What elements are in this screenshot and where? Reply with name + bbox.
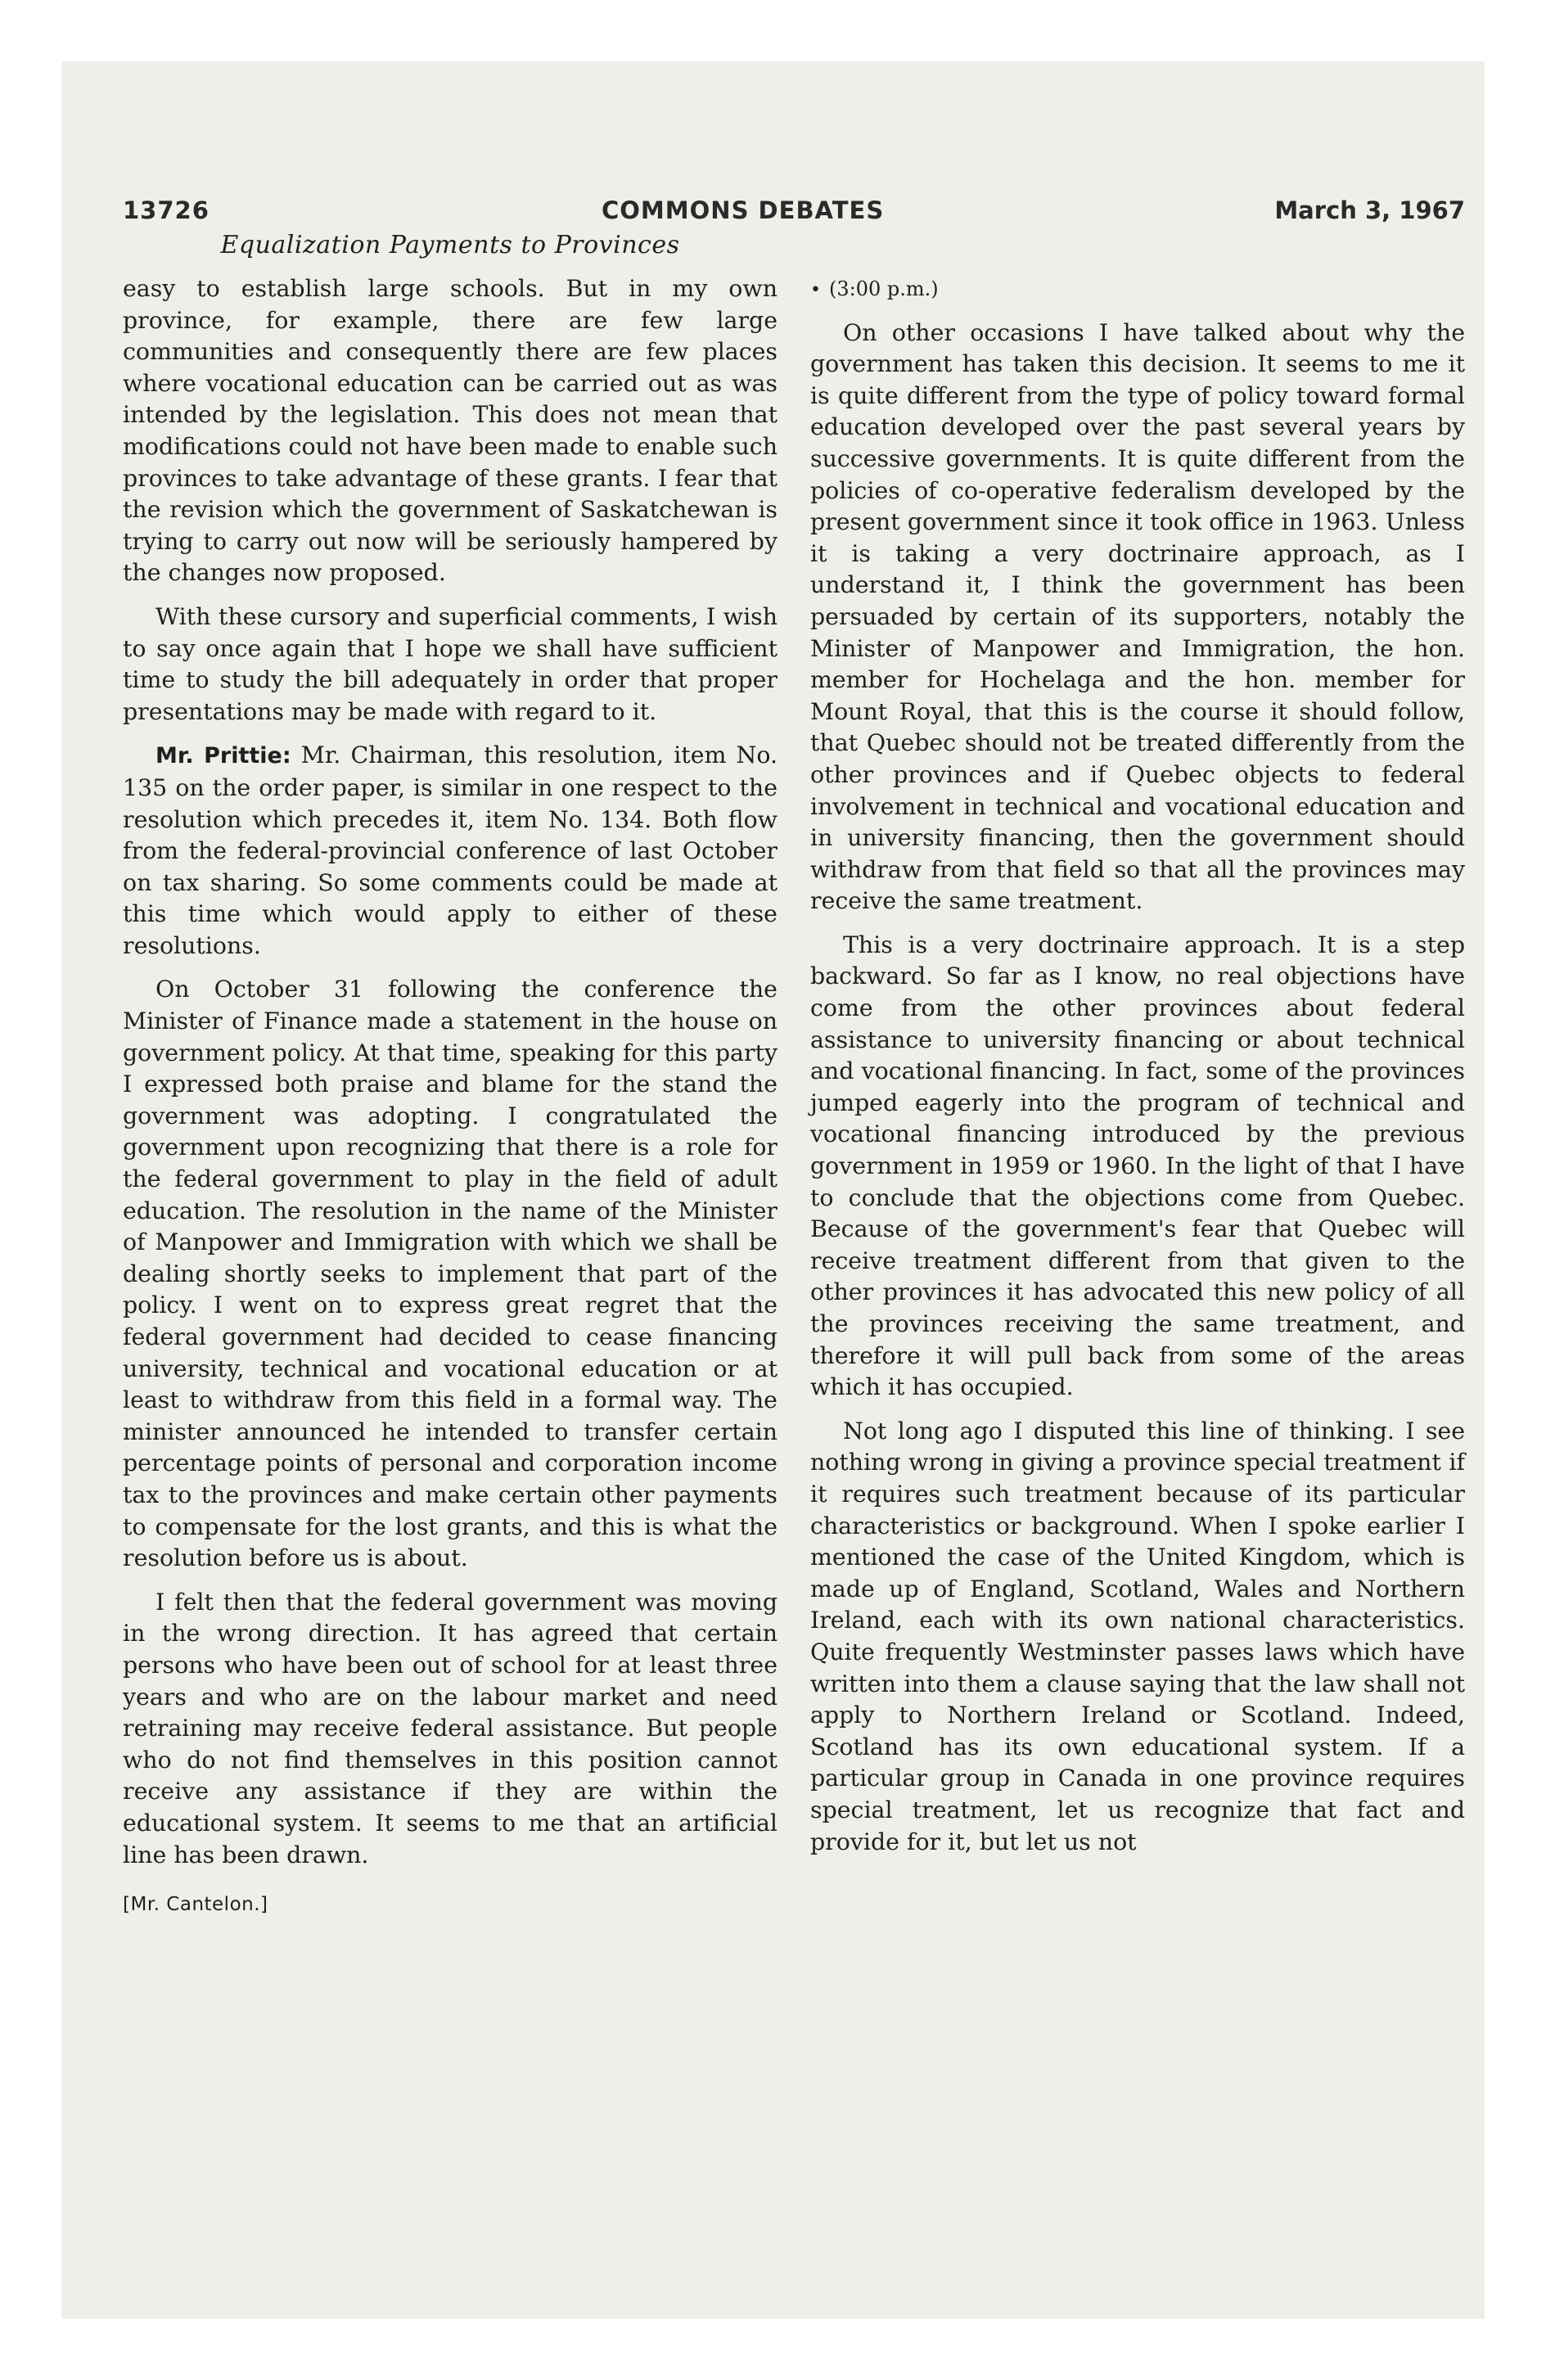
left-column [123,273,778,1921]
paragraph: easy to establish large schools. But in my own province, for example, there are few large communities and consequently there are few places where vocational education can be carried out as was intended by the legislation. This does not mean that modifications could not have been made to enable such provinces to take advantage of these grants. I fear that the revision which the government of Saskatchewan is trying to carry out now will be seriously hampered by the changes now proposed. [123,275,778,587]
document-page [123,196,1465,1916]
paragraph: I felt then that the federal government was moving in the wrong direction. It has agreed that certain persons who have been out of school for at least three years and who are on the labour market and need retraining may receive federal assistance. But people who do not find themselves in this position cannot receive any assistance if they are within the educational system. It seems to me that an artificial line has been drawn. [123,1588,778,1868]
footer-speaker-note: [Mr. Cantelon.] [123,1894,268,1916]
paragraph: This is a very doctrinaire approach. It is a step backward. So far as I know, no real objections have come from the other provinces about federal assistance to university financing or about technical and vocational financing. In fact, some of the provinces jumped eagerly into the program of technical and vocational financing introduced by the previous government in 1959 or 1960. In the light of that I have to conclude that the objections come from Quebec. Because of the government's fear that Quebec will receive treatment different from that given to the other provinces it has advocated this new policy of all the provinces receiving the same treatment, and therefore it will pull back from some of the areas which it has occupied. [810,931,1465,1401]
timestamp [810,273,1465,307]
paragraph: With these cursory and superficial comments, I wish to say once again that I hope we shall have sufficient time to study the bill adequately in order that proper presentations may be made with regard to it. [123,602,778,725]
paragraph [123,740,778,962]
paragraph: On October 31 following the conference the Minister of Finance made a statement in the house on government policy. At that time, speaking for this party I expressed both praise and blame for the stand the government was adopting. I congratulated the government upon recognizing that there is a role for the federal government to play in the field of adult education. The resolution in the name of the Minister of Manpower and Immigration with which we shall be dealing shortly seeks to implement that part of the policy. I went on to express great regret that the federal government had decided to cease financing university, technical and vocational education or at least to withdraw from this field in a formal way. The minister announced he intended to transfer certain percentage points of personal and corporation income tax to the provinces and make certain other payments to compensate for the lost grants, and this is what the resolution before us is about. [123,976,778,1572]
speech-text: Mr. Chairman, this resolution, item No. 135 on the order paper, is similar in one respect to the resolution which precedes it, item No. 134. Both flow from the federal-provincial conference of last October on tax sharing. So some comments could be made at this time which would apply to either of these resolutions. [123,741,778,959]
paragraph: On other occasions I have talked about why the government has taken this decision. It seems to me it is quite different from the type of policy toward formal education developed over the past several years by successive governments. It is quite different from the policies of co-operative federalism developed by the present government since it took office in 1963. Unless it is taking a very doctrinaire approach, as I understand it, I think the government has been persuaded by certain of its supporters, notably the Minister of Manpower and Immigration, the hon. member for Hochelaga and the hon. member for Mount Royal, that this is the course it should follow, that Quebec should not be treated differently from the other provinces and if Quebec objects to federal involvement in technical and vocational education and in university financing, then the government should withdraw from that field so that all the provinces may receive the same treatment. [810,318,1465,915]
timestamp-text: (3:00 p.m.) [828,277,939,300]
page-number: 13726 [123,196,210,224]
publication-title: COMMONS DEBATES [602,196,885,224]
issue-date: March 3, 1967 [1274,196,1465,224]
speaker-name: Mr. Prittie: [156,743,291,769]
section-subheading: Equalization Payments to Provinces [220,231,680,259]
right-column [810,273,1465,1870]
bullet-icon: • [810,280,821,300]
running-header [123,196,1465,236]
paragraph: Not long ago I disputed this line of thinking. I see nothing wrong in giving a province special treatment if it requires such treatment because of its particular characteristics or background. When I spoke earlier I mentioned the case of the United Kingdom, which is made up of England, Scotland, Wales and Northern Ireland, each with its own national characteristics. Quite frequently Westminster passes laws which have written into them a clause saying that the law shall not apply to Northern Ireland or Scotland. Indeed, Scotland has its own educational system. If a particular group in Canada in one province requires special treatment, let us recognize that fact and provide for it, but let us not [810,1417,1465,1855]
